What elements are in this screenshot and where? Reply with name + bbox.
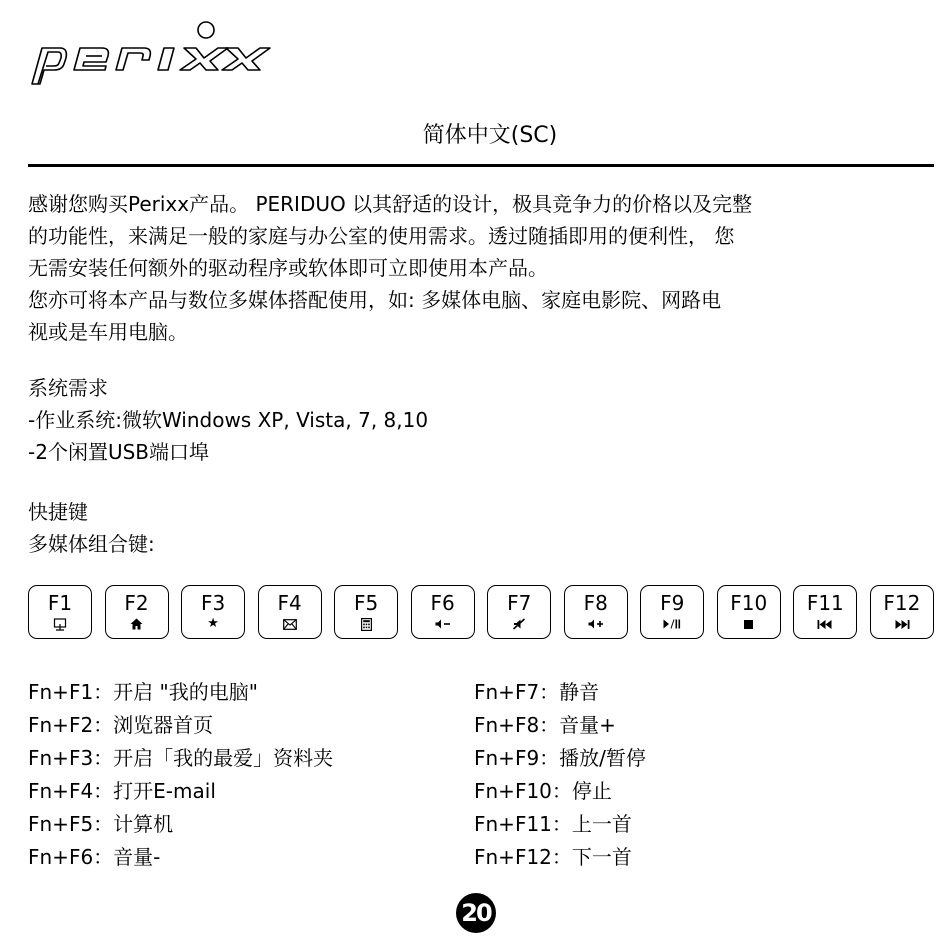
key-label: F7 — [507, 591, 532, 615]
intro-line: 的功能性，来满足一般的家庭与办公室的使用需求。透过随插即用的便利性， 您 — [28, 224, 735, 248]
key-f7 — [487, 585, 551, 639]
key-label: F8 — [583, 591, 608, 615]
key-label: F1 — [47, 591, 73, 615]
key-label: F3 — [200, 591, 226, 615]
mute-icon — [512, 616, 526, 632]
intro-paragraph — [28, 188, 928, 348]
intro-line: 您亦可将本产品与数位多媒体搭配使用，如: 多媒体电脑、家庭电影院、网路电 — [28, 288, 722, 312]
key-f10 — [717, 585, 781, 639]
key-f9 — [640, 585, 704, 639]
shortcut-item: Fn+F1：开启 "我的电脑" — [28, 680, 258, 704]
shortcut-item: Fn+F8：音量+ — [474, 713, 616, 737]
volume-down-icon — [435, 616, 451, 632]
star-icon: ★ — [207, 616, 219, 631]
key-f12 — [870, 585, 934, 639]
shortcut-item: Fn+F12：下一首 — [474, 845, 632, 869]
key-label: F9 — [660, 591, 685, 615]
hotkeys-subtitle: 多媒体组合键: — [28, 532, 155, 556]
shortcut-item: Fn+F4：打开E-mail — [28, 779, 216, 803]
play-pause-icon — [663, 616, 681, 632]
key-f2 — [105, 585, 169, 639]
key-label: F6 — [430, 591, 455, 615]
shortcut-list-left — [28, 676, 333, 874]
key-f11 — [793, 585, 857, 639]
requirements-title: 系统需求 — [28, 376, 108, 400]
shortcut-item: Fn+F11：上一首 — [474, 812, 632, 836]
key-f6 — [411, 585, 475, 639]
key-f4 — [258, 585, 322, 639]
home-icon — [130, 616, 143, 632]
mail-icon — [283, 616, 297, 632]
key-label: F12 — [883, 591, 921, 615]
intro-line: 视或是车用电脑。 — [28, 320, 188, 344]
shortcut-item: Fn+F3：开启「我的最爱」资料夹 — [28, 746, 334, 770]
system-requirements — [28, 372, 928, 468]
key-label: F5 — [354, 591, 379, 615]
function-key-row — [28, 585, 934, 641]
shortcut-item: Fn+F10：停止 — [474, 779, 612, 803]
key-label: F4 — [277, 591, 302, 615]
shortcut-item: Fn+F9：播放/暂停 — [474, 746, 646, 770]
hotkeys-section — [28, 496, 928, 560]
shortcut-list-right — [474, 676, 646, 874]
hotkeys-title: 快捷键 — [28, 500, 88, 524]
page-number: 20 — [456, 893, 496, 933]
key-f5 — [334, 585, 398, 639]
volume-up-icon — [588, 616, 604, 632]
shortcut-item: Fn+F6：音量- — [28, 845, 161, 869]
key-label: F2 — [124, 591, 149, 615]
key-label: F11 — [806, 591, 844, 615]
key-f3 — [181, 585, 245, 639]
calculator-icon — [361, 616, 372, 632]
key-label: F10 — [730, 591, 768, 615]
header-divider — [28, 164, 934, 167]
shortcut-item: Fn+F5：计算机 — [28, 812, 174, 836]
stop-icon — [744, 616, 753, 632]
previous-track-icon — [817, 616, 833, 632]
computer-icon — [53, 616, 67, 632]
perixx-logo — [28, 18, 273, 96]
requirement-item: -2个闲置USB端口埠 — [28, 440, 209, 464]
key-f1 — [28, 585, 92, 639]
intro-line: 感谢您购买Perixx产品。 PERIDUO 以其舒适的设计，极具竞争力的价格以及完整 — [28, 192, 753, 216]
requirement-item: -作业系统:微软Windows XP, Vista, 7, 8,10 — [28, 408, 429, 432]
shortcut-item: Fn+F7：静音 — [474, 680, 600, 704]
section-title: 简体中文(SC) — [422, 123, 558, 148]
intro-line: 无需安装任何额外的驱动程序或软体即可立即使用本产品。 — [28, 256, 548, 280]
shortcut-item: Fn+F2：浏览器首页 — [28, 713, 214, 737]
key-f8 — [564, 585, 628, 639]
next-track-icon — [894, 616, 910, 632]
